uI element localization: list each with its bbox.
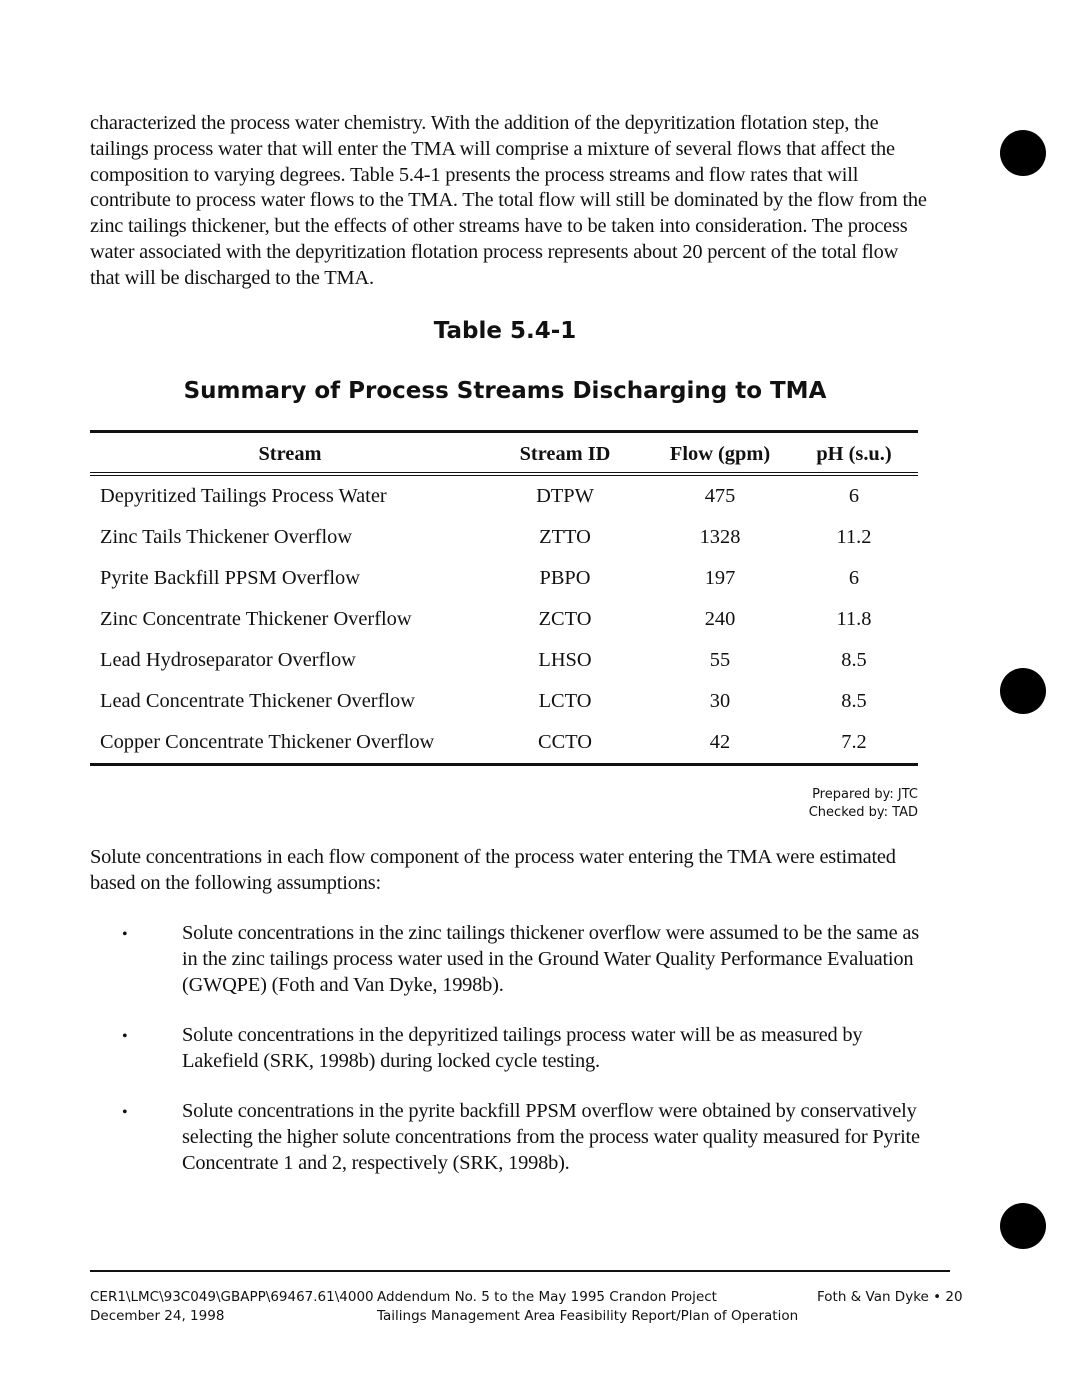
cell-ph: 6: [848, 567, 860, 589]
solute-paragraph: Solute concentrations in each flow component of the process water entering the TMA were estimated based on the following assumptions:: [90, 846, 896, 894]
cell-stream-id: DTPW: [536, 485, 594, 507]
footer-left: [90, 1288, 374, 1326]
cell-stream-id: CCTO: [480, 722, 650, 765]
bullet-glyph: •: [122, 926, 128, 943]
table-row: [90, 517, 918, 558]
cell-stream-id: PBPO: [539, 567, 591, 589]
cell-stream: Lead Concentrate Thickener Overflow: [100, 690, 415, 712]
footer-doc-title-2: Tailings Management Area Feasibility Report/Plan of Operation: [377, 1308, 799, 1324]
intro-paragraph: characterized the process water chemistry. With the addition of the depyritization flotation step, the tailings process water that will enter the TMA will comprise a mixture of several flows that affect the composition to varying degrees. Table 5.4-1 presents the process streams and flow rates that will contribute to process water flows to the TMA. The total flow will still be dominated by the flow from the zinc tailings thickener, but the effects of other streams have to be taken into consideration. The process water associated with the depyritization flotation process represents about 20 percent of the total flow that will be discharged to the TMA.: [90, 112, 927, 289]
table-row: [90, 599, 918, 640]
prepared-by: Prepared by: JTC: [812, 787, 918, 802]
cell-ph: 11.8: [836, 608, 872, 630]
binder-hole-top: [1000, 130, 1046, 176]
cell-ph: 6: [848, 485, 860, 507]
table-row: [90, 640, 918, 681]
bullet-item: Solute concentrations in the pyrite backfill PPSM overflow were obtained by conservatively selecting the higher solute concentrations from the process water quality measured for Pyrite Concentrate 1 and 2, respectively (SRK, 1998b).: [182, 1100, 920, 1174]
cell-ph: 11.2: [836, 526, 872, 548]
cell-stream-id: LHSO: [538, 649, 592, 671]
cell-flow: 30: [709, 690, 731, 712]
bullet-item: Solute concentrations in the zinc tailings thickener overflow were assumed to be the same as in the zinc tailings process water used in the Ground Water Quality Performance Evaluation (GWQPE) (Foth and Van Dyke, 1998b).: [182, 922, 919, 996]
header-ph: pH (s.u.): [790, 432, 918, 475]
cell-flow: 1328: [699, 526, 741, 548]
cell-ph: 8.5: [841, 690, 867, 712]
cell-flow: 42: [650, 722, 790, 765]
table-row: [90, 722, 918, 765]
cell-ph: 7.2: [790, 722, 918, 765]
bullet-glyph: •: [122, 1028, 128, 1045]
cell-flow: 197: [704, 567, 736, 589]
cell-flow: 240: [704, 608, 736, 630]
cell-stream: Copper Concentrate Thickener Overflow: [90, 722, 480, 765]
footer-file-path: CER1\LMC\93C049\GBAPP\69467.61\4000: [90, 1289, 374, 1305]
footer-date: December 24, 1998: [90, 1308, 225, 1324]
table-title: Summary of Process Streams Discharging to TMA: [183, 378, 827, 404]
header-stream: Stream: [90, 432, 480, 475]
header-flow: Flow (gpm): [650, 432, 790, 475]
table-row: [90, 558, 918, 599]
cell-stream: Pyrite Backfill PPSM Overflow: [100, 567, 360, 589]
cell-stream: Zinc Concentrate Thickener Overflow: [100, 608, 412, 630]
binder-hole-bottom: [1000, 1203, 1046, 1249]
cell-stream-id: ZTTO: [539, 526, 591, 548]
bullet-item: Solute concentrations in the depyritized tailings process water will be as measured by Lakefield (SRK, 1998b) during locked cycle testing.: [182, 1024, 863, 1072]
footer-center: [377, 1288, 798, 1326]
header-stream-id: Stream ID: [480, 432, 650, 475]
footer-doc-title-1: Addendum No. 5 to the May 1995 Crandon Project: [377, 1289, 717, 1305]
process-streams-table: [90, 430, 918, 766]
table-row: [90, 681, 918, 722]
table-row: [90, 474, 918, 517]
cell-stream-id: ZCTO: [538, 608, 592, 630]
cell-flow: 475: [704, 485, 736, 507]
cell-stream: Depyritized Tailings Process Water: [100, 485, 387, 507]
cell-flow: 55: [709, 649, 731, 671]
cell-stream: Zinc Tails Thickener Overflow: [100, 526, 353, 548]
footer-divider: [90, 1270, 950, 1272]
cell-ph: 8.5: [841, 649, 867, 671]
table-number: Table 5.4-1: [433, 318, 577, 344]
bullet-glyph: •: [122, 1104, 128, 1121]
cell-stream: Lead Hydroseparator Overflow: [100, 649, 356, 671]
checked-by: Checked by: TAD: [808, 805, 918, 820]
binder-hole-middle: [1000, 668, 1046, 714]
footer-right: [817, 1288, 963, 1307]
footer-page-number: Foth & Van Dyke • 20: [817, 1289, 963, 1305]
prepared-checked-note: [809, 786, 918, 822]
cell-stream-id: LCTO: [538, 690, 592, 712]
table-header-row: [90, 432, 918, 475]
